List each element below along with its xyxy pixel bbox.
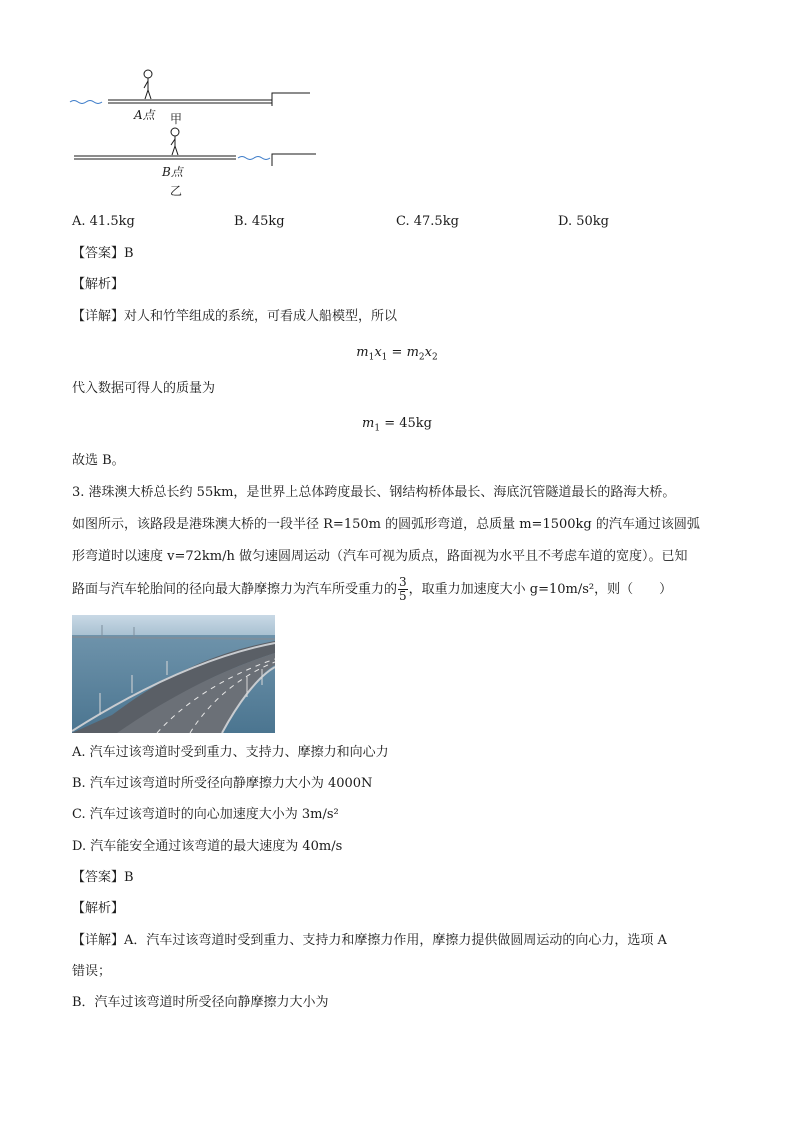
bank-top bbox=[272, 93, 310, 106]
person-b-icon bbox=[171, 128, 179, 155]
q3-line-3: 形弯道时以速度 v=72km/h 做匀速圆周运动（汽车可视为质点，路面视为水平且不考虑车道的宽度）。已知 bbox=[72, 549, 688, 564]
q2-detail: 【详解】对人和竹竿组成的系统，可看成人船模型，所以 bbox=[72, 309, 398, 324]
label-jia: 甲 bbox=[170, 112, 183, 126]
q3-option-c: C. 汽车过该弯道时的向心加速度大小为 3m/s² bbox=[72, 807, 339, 822]
q2-answer: 【答案】B bbox=[72, 246, 134, 261]
bank-bottom bbox=[272, 154, 316, 166]
q2-substitution-text: 代入数据可得人的质量为 bbox=[72, 381, 216, 396]
q2-equation-1: $m_1x_1 = m_2x_2$ bbox=[356, 345, 438, 363]
label-point-b: B点 bbox=[162, 165, 183, 179]
q3-analysis-heading: 【解析】 bbox=[72, 901, 125, 916]
bridge-photo bbox=[72, 615, 275, 733]
q3-option-b: B. 汽车过该弯道时所受径向静摩擦力大小为 4000N bbox=[72, 776, 373, 791]
option-a: A. 41.5kg bbox=[72, 214, 135, 229]
water-wave-top bbox=[70, 101, 102, 104]
q3-answer: 【答案】B bbox=[72, 870, 134, 885]
label-point-a: A点 bbox=[134, 108, 155, 122]
q3-detail-1: 【详解】A．汽车过该弯道时受到重力、支持力和摩擦力作用，摩擦力提供做圆周运动的向心力，选项 A bbox=[72, 933, 667, 948]
q2-choose: 故选 B。 bbox=[72, 453, 125, 468]
q3-option-d: D. 汽车能安全通过该弯道的最大速度为 40m/s bbox=[72, 839, 343, 854]
q3-detail-2: 错误； bbox=[72, 964, 112, 979]
q3-option-a: A. 汽车过该弯道时受到重力、支持力、摩擦力和向心力 bbox=[72, 745, 389, 760]
q2-analysis-heading: 【解析】 bbox=[72, 277, 125, 292]
option-c: C. 47.5kg bbox=[396, 214, 459, 229]
q2-equation-2: $m_1 = 45kg$ bbox=[362, 416, 432, 434]
q3-line-4: 路面与汽车轮胎间的径向最大静摩擦力为汽车所受重力的 $\frac{3}{5}$ ，取重力加速度大小 g=10m/s²，则（ ） bbox=[72, 575, 673, 603]
label-yi: 乙 bbox=[170, 184, 183, 198]
boat-model-figure bbox=[66, 66, 326, 200]
q3-line-1: 3. 港珠澳大桥总长约 55km，是世界上总体跨度最长、钢结构桥体最长、海底沉管隧道最长的路海大桥。 bbox=[72, 485, 676, 500]
option-b: B. 45kg bbox=[234, 214, 285, 229]
q3-detail-3: B．汽车过该弯道时所受径向静摩擦力大小为 bbox=[72, 995, 329, 1010]
person-a-icon bbox=[144, 70, 152, 99]
water-wave-bottom bbox=[238, 157, 270, 160]
fraction-three-fifths: $\frac{3}{5}$ bbox=[399, 575, 407, 603]
q3-line-2: 如图所示，该路段是港珠澳大桥的一段半径 R=150m 的圆弧形弯道，总质量 m=1500kg 的汽车通过该圆弧 bbox=[72, 517, 700, 532]
option-d: D. 50kg bbox=[558, 214, 609, 229]
